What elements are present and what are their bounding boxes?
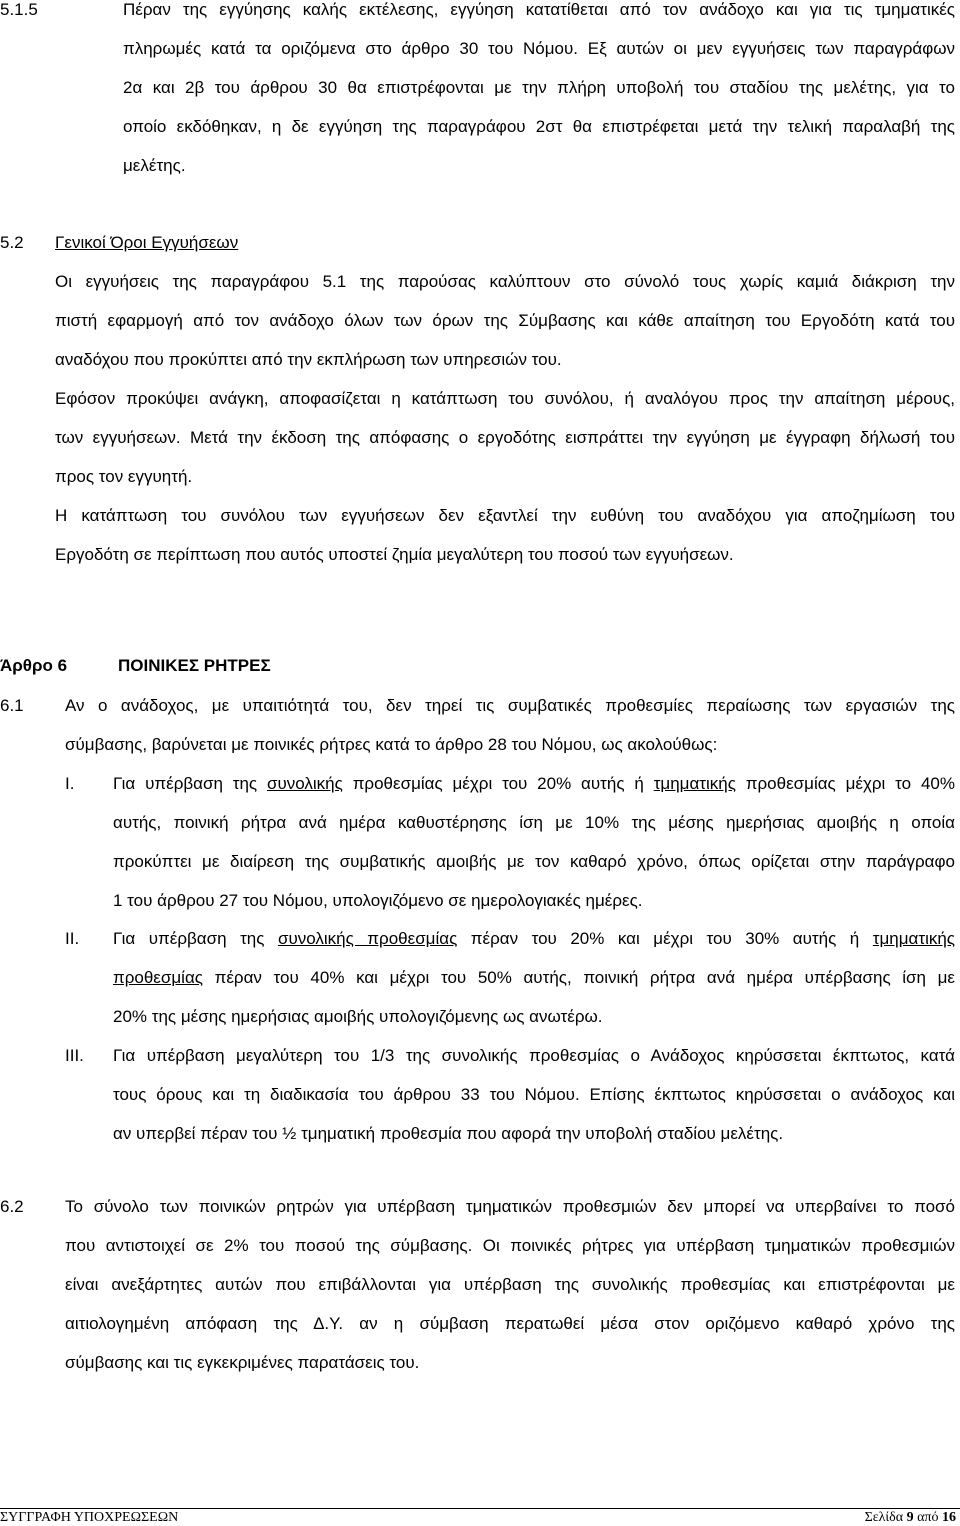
paragraph-line: αναδόχου που προκύπτει από την εκπλήρωση των υπηρεσιών του. [55, 350, 562, 369]
section-number: 6.2 [0, 1197, 24, 1216]
paragraph-line: μελέτης. [123, 156, 186, 175]
section-number: 6.1 [0, 696, 24, 715]
article-title: ΠΟΙΝΙΚΕΣ ΡΗΤΡΕΣ [118, 656, 271, 675]
footer-divider [0, 1508, 960, 1509]
list-item-line: Για υπέρβαση της συνολικής προθεσμίας πέραν του 20% και μέχρι του 30% αυτής ή τμηματικής [113, 929, 955, 948]
paragraph-line: Εργοδότη σε περίπτωση που αυτός υποστεί ζημία μεγαλύτερη του ποσού των εγγυήσεων. [55, 545, 734, 564]
paragraph-line: οποίο εκδόθηκαν, η δε εγγύηση της παραγράφου 2στ θα επιστρέφεται μετά την τελική παραλαβή της [123, 117, 955, 136]
paragraph-line: αιτιολογημένη απόφαση της Δ.Υ. αν η σύμβαση περατωθεί μέσα στον οριζόμενο καθαρό χρόνο της [65, 1314, 955, 1333]
paragraph-line: πληρωμές κατά τα οριζόμενα στο άρθρο 30 του Νόμου. Εξ αυτών οι μεν εγγυήσεις των παραγράφων [123, 39, 955, 58]
section-title: Γενικοί Όροι Εγγυήσεων [55, 233, 239, 252]
section-number: 5.2 [0, 233, 24, 252]
paragraph-line: Εφόσον προκύψει ανάγκη, αποφασίζεται η κατάπτωση του συνόλου, ή αναλόγου προς την απαίτηση μέρους, [55, 389, 955, 408]
paragraph-line: σύμβασης και τις εγκεκριμένες παρατάσεις του. [65, 1353, 420, 1372]
list-item-line: Για υπέρβαση της συνολικής προθεσμίας μέχρι του 20% αυτής ή τμηματικής προθεσμίας μέχρι το 40% [113, 774, 955, 793]
list-item-line: αν υπερβεί πέραν του ½ τμηματική προθεσμία που αφορά την υποβολή σταδίου μελέτης. [113, 1124, 784, 1143]
page-number: Σελίδα 9 από 16 [864, 1510, 956, 1525]
article-label: Άρθρο 6 [0, 656, 68, 675]
paragraph-line: Πέραν της εγγύησης καλής εκτέλεσης, εγγύηση κατατίθεται από τον ανάδοχο και για τις τμηματικές [123, 0, 955, 19]
paragraph-line: που αντιστοιχεί σε 2% του ποσού της σύμβασης. Οι ποινικές ρήτρες για υπέρβαση τμηματικών προθεσμιών [65, 1236, 955, 1255]
paragraph-line: είναι ανεξάρτητες αυτών που επιβάλλονται για υπέρβαση της συνολικής προθεσμίας και επιστρέφονται με [65, 1275, 955, 1294]
list-item-line: αυτής, ποινική ρήτρα ανά ημέρα καθυστέρησης ίση με 10% της μέσης ημερήσιας αμοιβής η οποία [113, 813, 955, 832]
paragraph-line: Το σύνολο των ποινικών ρητρών για υπέρβαση τμηματικών προθεσμιών δεν μπορεί να υπερβαίνει το ποσό [65, 1197, 955, 1216]
section-number: 5.1.5 [0, 0, 38, 19]
list-item-line: προθεσμίας πέραν του 40% και μέχρι του 50% αυτής, ποινική ρήτρα ανά ημέρα υπέρβασης ίση με [113, 968, 955, 987]
list-item-line: 20% της μέσης ημερήσιας αμοιβής υπολογιζόμενης ως ανωτέρω. [113, 1007, 603, 1026]
list-item-line: Για υπέρβαση μεγαλύτερη του 1/3 της συνολικής προθεσμίας ο Ανάδοχος κηρύσσεται έκπτωτος, κατά [113, 1046, 955, 1065]
list-marker: I. [65, 774, 75, 793]
list-marker: III. [65, 1046, 84, 1065]
paragraph-line: Αν ο ανάδοχος, με υπαιτιότητά του, δεν τηρεί τις συμβατικές προθεσμίες περαίωσης των εργασιών της [65, 696, 955, 715]
paragraph-line: πιστή εφαρμογή από τον ανάδοχο όλων των όρων της Σύμβασης και κάθε απαίτηση του Εργοδότη κατά του [55, 311, 955, 330]
paragraph-line: σύμβασης, βαρύνεται με ποινικές ρήτρες κατά το άρθρο 28 του Νόμου, ως ακολούθως: [65, 735, 718, 754]
list-marker: II. [65, 929, 80, 948]
list-item-line: 1 του άρθρου 27 του Νόμου, υπολογιζόμενο σε ημερολογιακές ημέρες. [113, 891, 643, 910]
paragraph-line: 2α και 2β του άρθρου 30 θα επιστρέφονται με την πλήρη υποβολή του σταδίου της μελέτης, για το [123, 78, 955, 97]
footer-title: ΣΥΓΓΡΑΦΗ ΥΠΟΧΡΕΩΣΕΩΝ [0, 1510, 179, 1525]
paragraph-line: των εγγυήσεων. Μετά την έκδοση της απόφασης ο εργοδότης εισπράττει την εγγύηση με έγγραφη δήλωσή του [55, 428, 955, 447]
list-item-line: προκύπτει με διαίρεση της συμβατικής αμοιβής με τον καθαρό χρόνο, όπως ορίζεται στην παράγραφο [113, 852, 955, 871]
list-item-line: τους όρους και τη διαδικασία του άρθρου 33 του Νόμου. Επίσης έκπτωτος κηρύσσεται ο ανάδοχος και [113, 1085, 955, 1104]
paragraph-line: Η κατάπτωση του συνόλου των εγγυήσεων δεν εξαντλεί την ευθύνη του αναδόχου για αποζημίωση του [55, 506, 955, 525]
paragraph-line: Οι εγγυήσεις της παραγράφου 5.1 της παρούσας καλύπτουν στο σύνολό τους χωρίς καμιά διάκριση την [55, 272, 955, 291]
paragraph-line: προς τον εγγυητή. [55, 467, 193, 486]
